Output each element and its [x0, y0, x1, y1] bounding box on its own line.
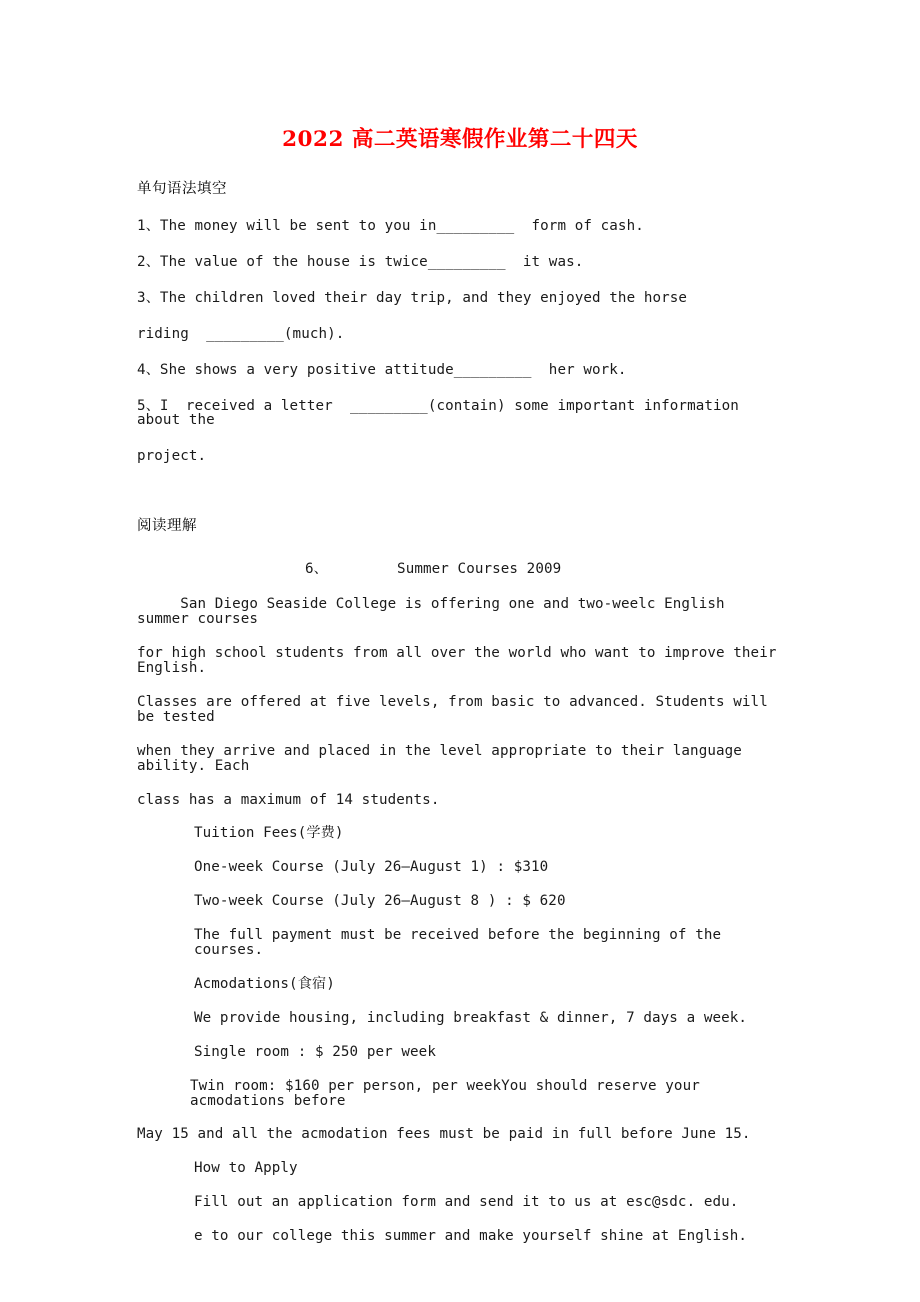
section-spacer: [137, 464, 783, 490]
reading-passage-heading: 6、 Summer Courses 2009: [305, 561, 562, 578]
intro-line-2: for high school students from all over the world who want to improve their English.: [137, 645, 786, 676]
one-week-course-fee: One-week Course (July 26—August 1) : $310: [194, 859, 549, 876]
grammar-question-2: 2、The value of the house is twice_________ it was.: [137, 253, 584, 270]
grammar-question-4: 4、She shows a very positive attitude_________ her work.: [137, 361, 627, 378]
tuition-fees-heading: Tuition Fees(学费): [194, 825, 344, 842]
accommodations-heading: Acmodations(食宿): [194, 975, 335, 992]
two-week-course-fee: Two-week Course (July 26—August 8 ) : $ 620: [194, 893, 566, 910]
section-label-grammar: 单句语法填空: [137, 181, 227, 197]
grammar-question-3: 3、The children loved their day trip, and they enjoyed the horse: [137, 289, 688, 306]
intro-line-5: class has a maximum of 14 students.: [137, 791, 440, 808]
reservation-deadline: May 15 and all the acmodation fees must be paid in full before June 15.: [137, 1126, 751, 1143]
single-room-rate: Single room : $ 250 per week: [194, 1043, 436, 1060]
grammar-question-3-continued: riding _________(much).: [137, 325, 345, 342]
intro-line-4: when they arrive and placed in the level appropriate to their language ability. Each: [137, 742, 751, 774]
grammar-question-5: 5、I received a letter _________(contain) some important information about the: [137, 397, 748, 429]
how-to-apply-heading: How to Apply: [194, 1160, 298, 1177]
grammar-question-1: 1、The money will be sent to you in_________ form of cash.: [137, 218, 644, 234]
housing-description: We provide housing, including breakfast & dinner, 7 days a week.: [194, 1009, 748, 1026]
intro-line-3: Classes are offered at five levels, from basic to advanced. Students will be tested: [137, 693, 777, 725]
closing-line: e to our college this summer and make yourself shine at English.: [194, 1228, 748, 1245]
grammar-question-5-continued: project.: [137, 448, 207, 465]
section-label-reading: 阅读理解: [137, 518, 197, 535]
intro-line-1: San Diego Seaside College is offering one and two-weelc English summer courses: [137, 596, 734, 628]
twin-room-rate: Twin room: $160 per person, per weekYou should reserve your acmodations before: [190, 1077, 709, 1109]
page-title: 2022 高二英语寒假作业第二十四天: [282, 127, 638, 152]
application-instruction: Fill out an application form and send it to us at esc@sdc. edu.: [194, 1194, 739, 1211]
full-payment-note: The full payment must be received before the beginning of the courses.: [194, 927, 730, 959]
document-body: [137, 0, 786, 1245]
